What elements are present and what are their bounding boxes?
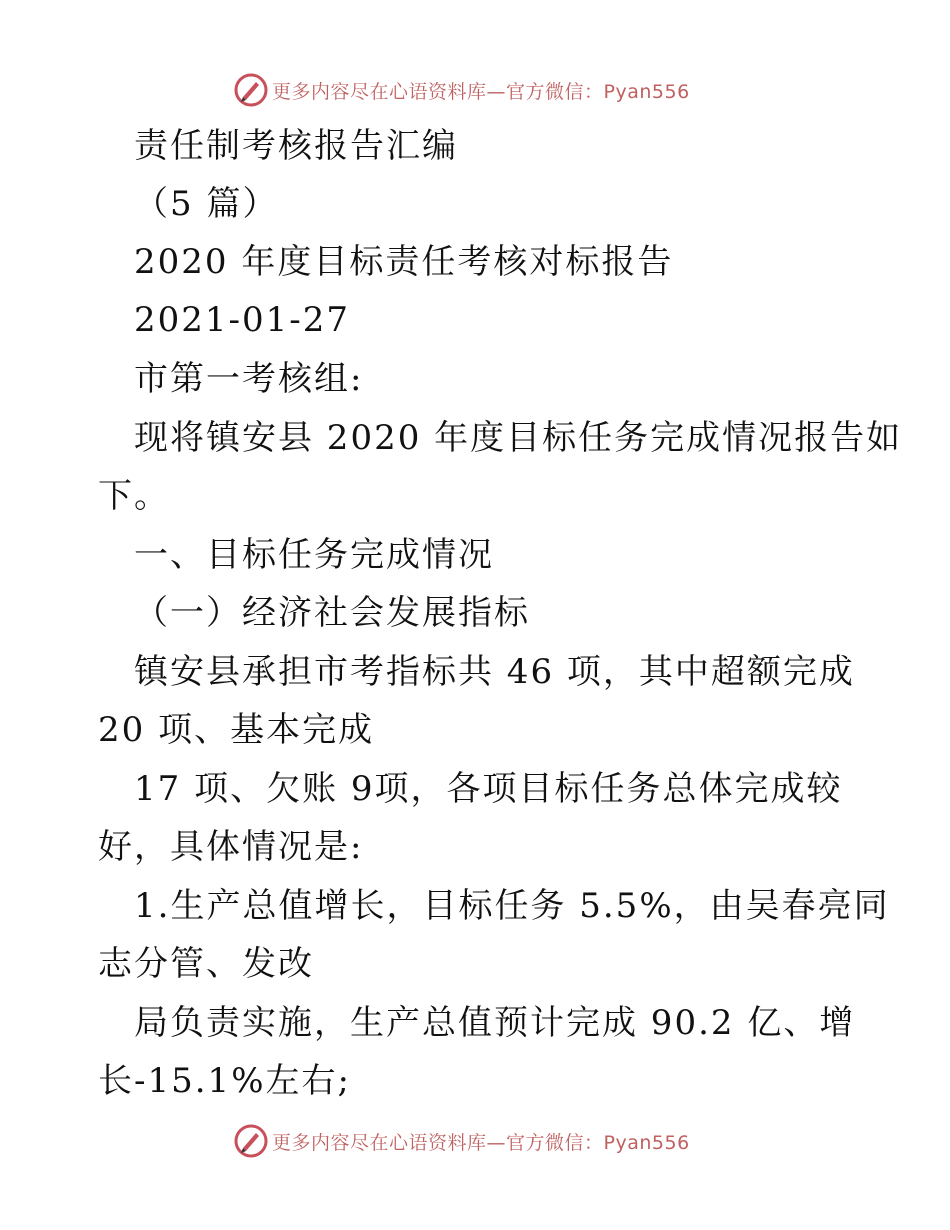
report-date: 2021-01-27 — [134, 300, 351, 340]
document-subtitle: （5 篇） — [134, 184, 279, 224]
intro-line: 下。 — [98, 476, 170, 516]
salutation: 市第一考核组: — [134, 359, 364, 399]
watermark-text: 更多内容尽在心语资料库—官方微信：Pyan556 — [272, 1131, 690, 1154]
watermark-header — [234, 72, 690, 108]
report-title: 2020 年度目标责任考核对标报告 — [134, 242, 674, 282]
list-item-line: 长-15.1%左右; — [98, 1061, 351, 1101]
watermark-text: 更多内容尽在心语资料库—官方微信：Pyan556 — [272, 80, 690, 103]
document-title: 责任制考核报告汇编 — [134, 126, 458, 166]
subsection-heading: （一）经济社会发展指标 — [134, 593, 530, 633]
watermark-footer — [234, 1123, 690, 1159]
list-item-line: 局负责实施，生产总值预计完成 90.2 亿、增 — [134, 1003, 856, 1043]
list-item-line: 1.生产总值增长，目标任务 5.5%，由吴春亮同 — [134, 886, 890, 926]
pen-logo-icon — [234, 1124, 268, 1158]
section-heading: 一、目标任务完成情况 — [134, 535, 494, 575]
paragraph-line: 17 项、欠账 9项，各项目标任务总体完成较 — [134, 769, 843, 809]
pen-logo-icon — [234, 73, 268, 107]
intro-line: 现将镇安县 2020 年度目标任务完成情况报告如 — [134, 418, 903, 458]
list-item-line: 志分管、发改 — [98, 944, 314, 984]
paragraph-line: 20 项、基本完成 — [98, 710, 375, 750]
paragraph-line: 镇安县承担市考指标共 46 项，其中超额完成 — [134, 652, 855, 692]
paragraph-line: 好，具体情况是: — [98, 827, 364, 867]
